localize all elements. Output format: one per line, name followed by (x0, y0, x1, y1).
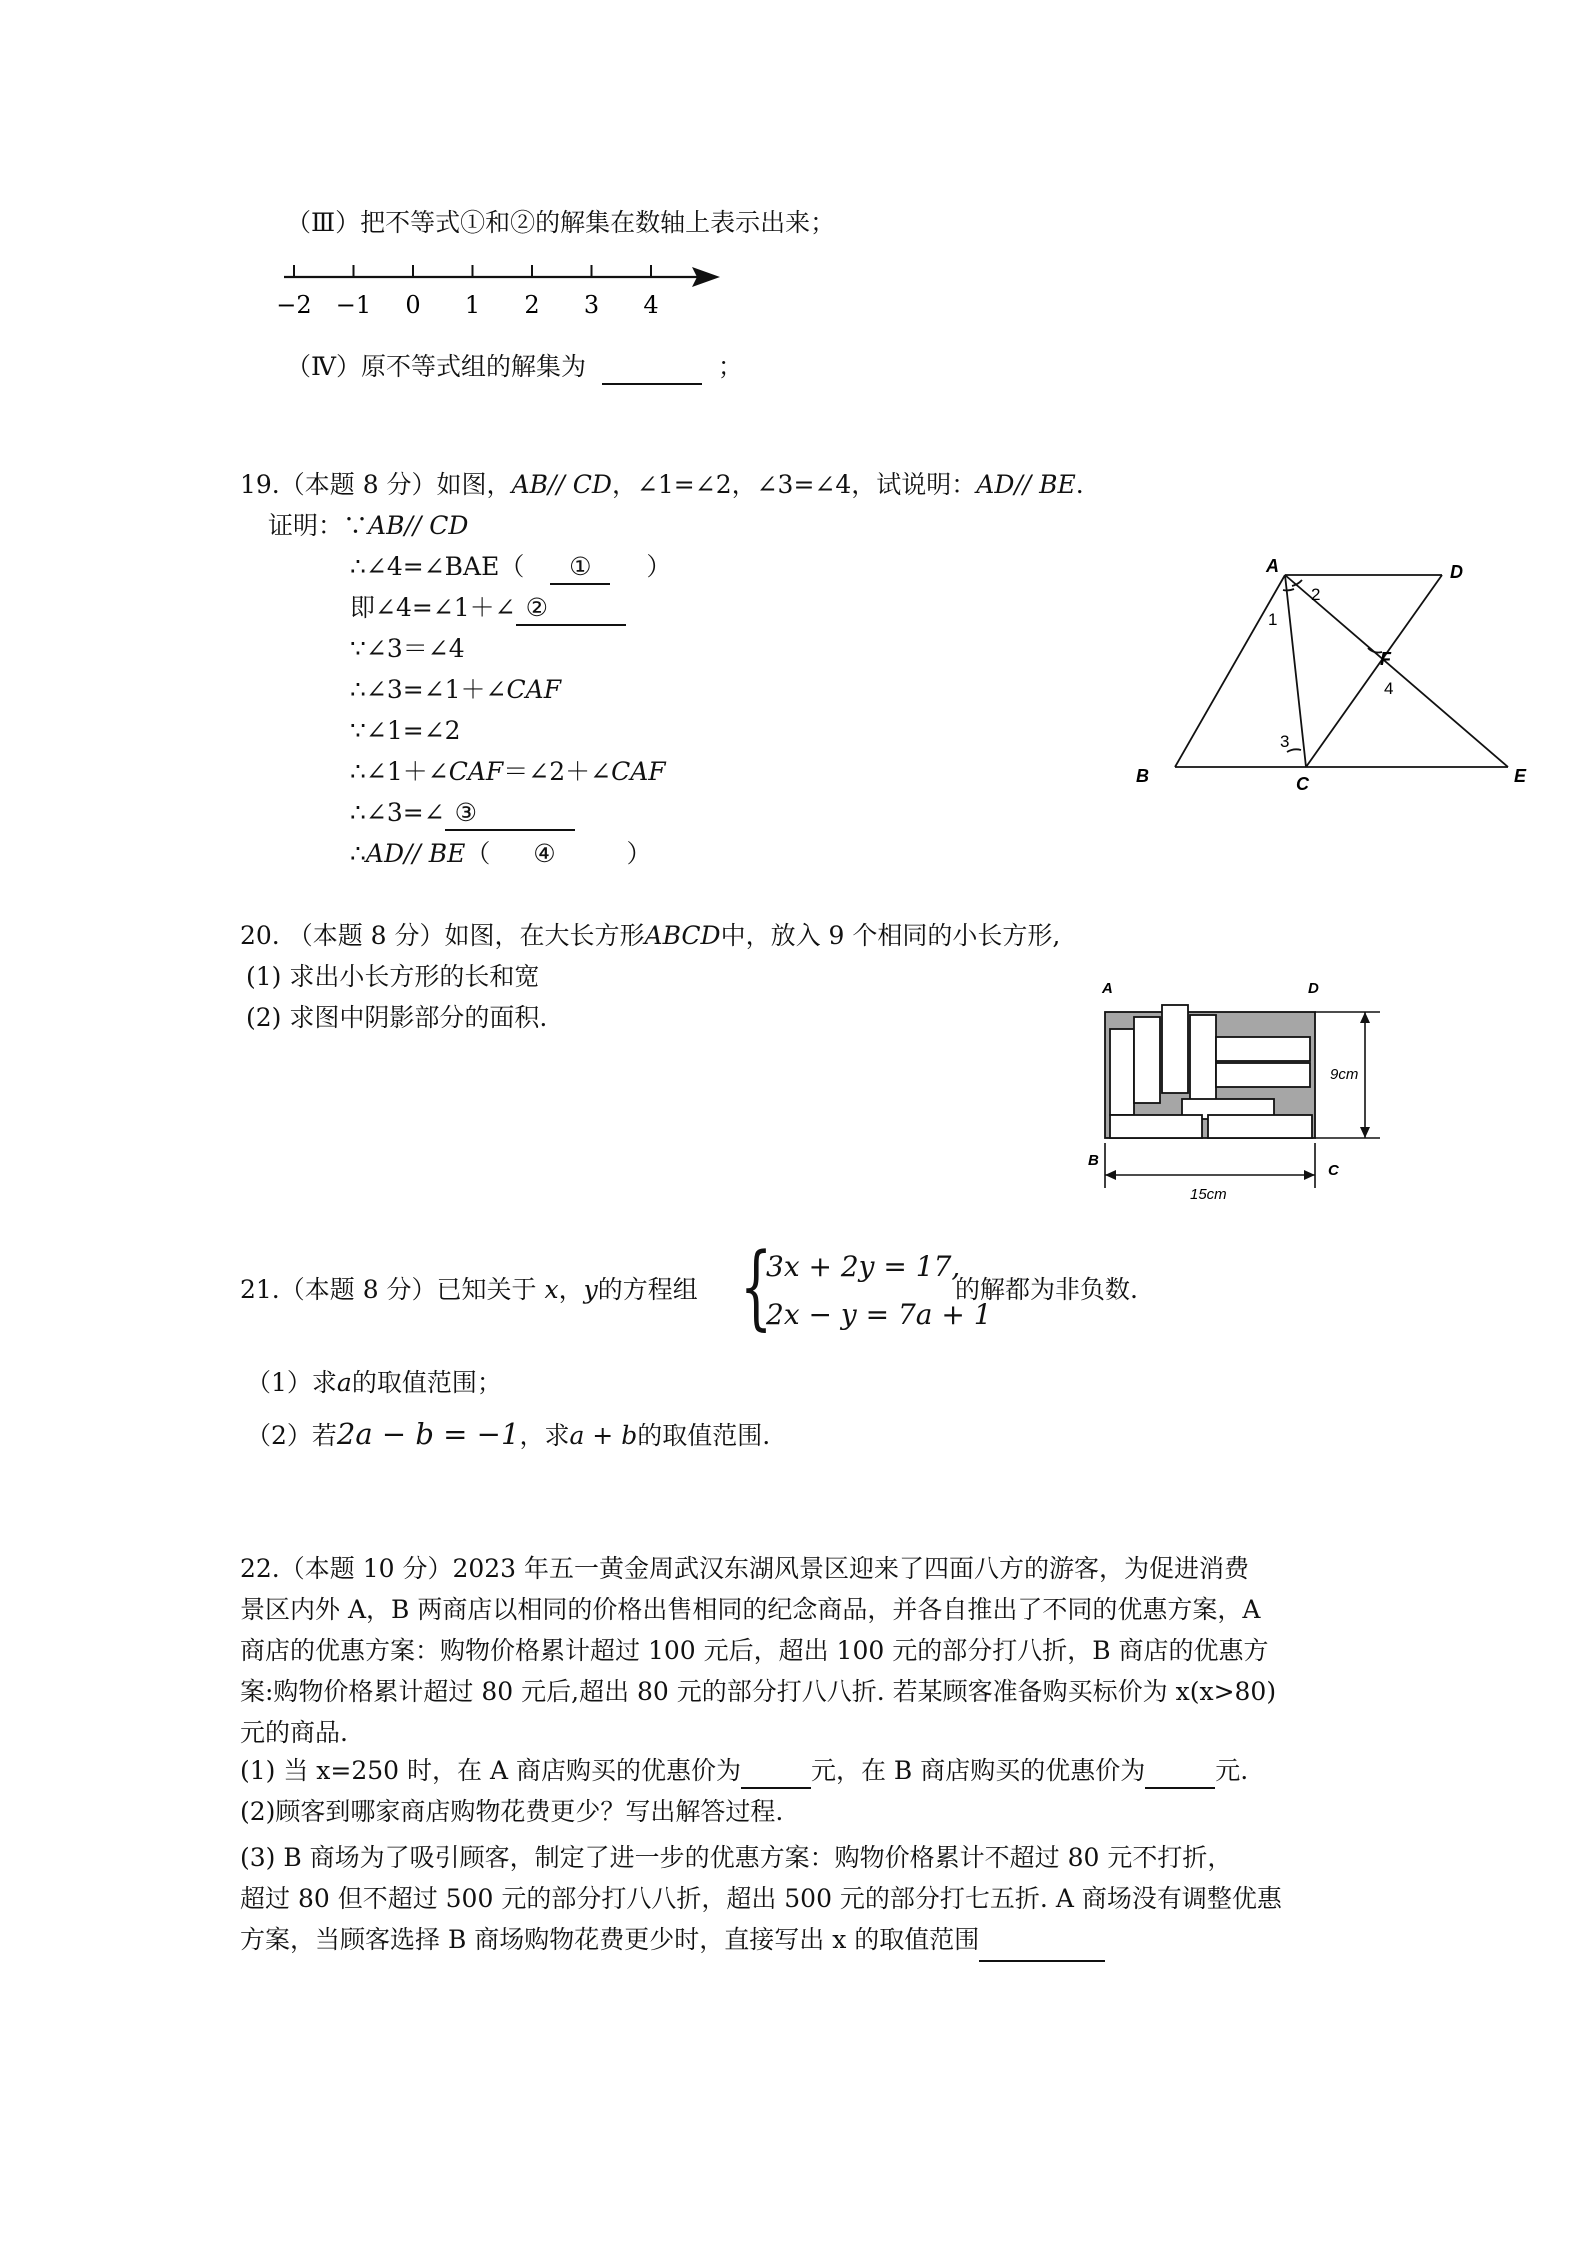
point-c-label: C (1296, 774, 1309, 794)
point-a-label: A (1266, 556, 1279, 576)
q19-step-1: ∴∠4=∠BAE（ ① ） (350, 551, 671, 585)
answer-blank-4[interactable]: ④ (533, 839, 556, 868)
q20-header: 20. （本题 8 分）如图，在大长方形ABCD中，放入 9 个相同的小长方形, (240, 921, 1061, 950)
point-b-label: B (1136, 766, 1149, 786)
answer-blank-c[interactable] (979, 1919, 1105, 1962)
angle-2-label: 2 (1311, 585, 1321, 604)
q18-part3: （Ⅲ）把不等式①和②的解集在数轴上表示出来； (286, 208, 836, 237)
q19-header: 19.（本题 8 分）如图，AB// CD，∠1=∠2，∠3=∠4，试说明：AD// BE. (240, 470, 1084, 499)
angle-1-label: 1 (1268, 610, 1278, 629)
q19-step-2: 即∠4=∠1＋∠ ② (350, 592, 626, 626)
q20-part1: (1) 求出小长方形的长和宽 (246, 962, 540, 991)
q19-geometry-figure (1120, 550, 1550, 800)
rect-a-label: A (1102, 980, 1113, 997)
number-line-tick-label: 2 (524, 291, 540, 319)
answer-blank-a[interactable] (741, 1755, 811, 1789)
equation-2: 2x − y = 7a + 1 (766, 1298, 992, 1331)
answer-blank[interactable] (602, 351, 702, 385)
q19-step-7: ∴∠3=∠ ③ (350, 797, 575, 831)
number-line-tick-label: 1 (464, 291, 481, 319)
q20-rectangle-figure (1080, 975, 1400, 1205)
angle-3-label: 3 (1280, 732, 1290, 751)
height-label: 9cm (1330, 1066, 1359, 1083)
number-line-tick-label: 4 (643, 291, 659, 319)
rect-b-label: B (1088, 1152, 1099, 1169)
q22-part1: (1) 当 x=250 时，在 A 商店购买的优惠价为 元，在 B 商店购买的优惠价为 元. (240, 1755, 1248, 1789)
point-f-label: F (1380, 649, 1391, 669)
width-label: 15cm (1190, 1186, 1227, 1203)
answer-blank-3[interactable]: ③ (445, 797, 575, 831)
q21-header-end: 的解都为非负数. (955, 1275, 1138, 1304)
angle-4-label: 4 (1384, 679, 1394, 698)
q19-proof-given: 证明：∵AB// CD (268, 511, 469, 540)
answer-blank-2[interactable]: ② (516, 592, 626, 626)
q19-step-6: ∴∠1＋∠CAF＝∠2＋∠CAF (350, 757, 666, 786)
q21-header: 21.（本题 8 分）已知关于 x，y的方程组 (240, 1275, 698, 1304)
number-line-tick-label: −1 (335, 291, 372, 319)
q19-step-4: ∴∠3=∠1＋∠CAF (350, 675, 562, 704)
q21-part1: （1）求a的取值范围； (246, 1368, 502, 1397)
equation-1: 3x + 2y = 17, (766, 1250, 961, 1283)
rect-c-label: C (1328, 1162, 1339, 1179)
number-line-tick-label: −2 (276, 291, 312, 319)
number-line-tick-label: 3 (583, 291, 600, 319)
q22-paragraph: 22.（本题 10 分）2023 年五一黄金周武汉东湖风景区迎来了四面八方的游客，为促进消费 景区内外 A，B 两商店以相同的价格出售相同的纪念商品，并各自推出了不同的优惠方案，A 商店的优惠方案：购物价格累计超过 100 元后，超出 100 元的部分打八折，B 商店的优惠方 案:购物价格累计超过 80 元后,超出 80 元的部分打八八折. 若某顾客准备购买标价为 x(x>80) 元的商品. (240, 1554, 1277, 1747)
q22-part2: (2)顾客到哪家商店购物花费更少？写出解答过程. (240, 1797, 784, 1826)
number-line (270, 255, 720, 335)
q19-step-3: ∵∠3＝∠4 (350, 634, 465, 663)
q19-step-5: ∵∠1=∠2 (350, 716, 461, 745)
rect-d-label: D (1308, 980, 1319, 997)
equation-brace: { (740, 1233, 773, 1340)
number-line-tick-label: 0 (405, 291, 421, 319)
q19-step-8: ∴AD// BE（ ④ ） (350, 839, 652, 868)
q18-part4: （Ⅳ）原不等式组的解集为 ； (286, 351, 743, 385)
answer-blank-1[interactable]: ① (550, 551, 610, 585)
answer-blank-b[interactable] (1145, 1755, 1215, 1789)
q20-part2: (2) 求图中阴影部分的面积. (246, 1003, 548, 1032)
point-e-label: E (1514, 766, 1527, 786)
q22-part3: (3) B 商场为了吸引顾客，制定了进一步的优惠方案：购物价格累计不超过 80 元不打折， 超过 80 但不超过 500 元的部分打八八折，超出 500 元的部分打七五折. A 商场没有调整优惠 方案，当顾客选择 B 商场购物花费更少时，直接写出 x 的取值范围 (240, 1837, 1370, 1962)
q21-part2: （2）若2a − b = −1，求a + b的取值范围. (246, 1417, 771, 1451)
point-d-label: D (1450, 562, 1463, 582)
